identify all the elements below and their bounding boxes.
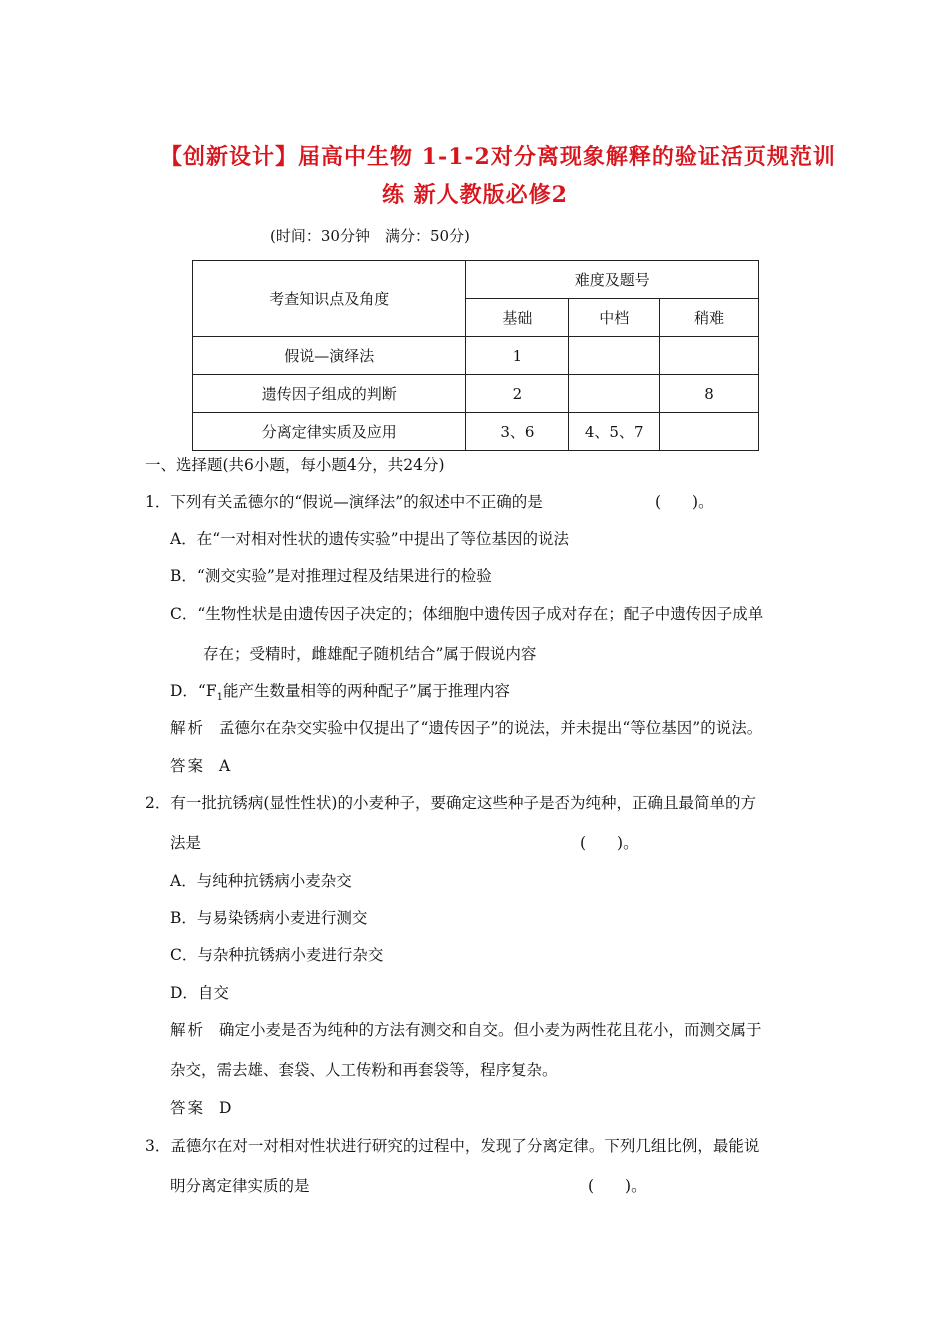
analysis-label: 解析 xyxy=(170,1021,206,1039)
question-1-option-a: A．在“一对相对性状的遗传实验”中提出了等位基因的说法 xyxy=(170,530,570,548)
question-1-analysis xyxy=(170,716,762,738)
question-1-option-b: B．“测交实验”是对推理过程及结果进行的检验 xyxy=(170,567,492,585)
answer-label: 答案 xyxy=(170,757,206,775)
table-row xyxy=(193,337,759,375)
question-1-option-c-cont: 存在；受精时，雌雄配子随机结合”属于假说内容 xyxy=(203,645,537,663)
table-row xyxy=(193,375,759,413)
cell-topic: 分离定律实质及应用 xyxy=(193,413,466,451)
question-2-option-b: B．与易染锈病小麦进行测交 xyxy=(170,909,368,927)
question-3-paren: ( )。 xyxy=(588,1177,647,1195)
question-1-option-c: C．“生物性状是由遗传因子决定的；体细胞中遗传因子成对存在；配子中遗传因子成单 xyxy=(170,605,764,623)
question-2-paren: ( )。 xyxy=(580,834,639,852)
header-basic: 基础 xyxy=(466,299,569,337)
header-difficulty: 难度及题号 xyxy=(466,261,759,299)
header-hard: 稍难 xyxy=(660,299,759,337)
analysis-text: 确定小麦是否为纯种的方法有测交和自交。但小麦为两性花且花小，而测交属于 xyxy=(219,1021,762,1039)
question-2-stem: 2．有一批抗锈病(显性性状)的小麦种子，要确定这些种子是否为纯种，正确且最简单的方 xyxy=(145,794,756,812)
question-1-answer xyxy=(170,754,230,776)
cell-medium: 4、5、7 xyxy=(569,413,660,451)
knowledge-point-table xyxy=(192,260,759,451)
cell-medium xyxy=(569,375,660,413)
header-topic: 考查知识点及角度 xyxy=(193,261,466,337)
analysis-text: 孟德尔在杂交实验中仅提出了“遗传因子”的说法，并未提出“等位基因”的说法。 xyxy=(219,719,763,737)
cell-topic: 遗传因子组成的判断 xyxy=(193,375,466,413)
question-3-stem: 3．孟德尔在对一对相对性状进行研究的过程中，发现了分离定律。下列几组比例，最能说 xyxy=(145,1137,760,1155)
document-title-line2: 练 新人教版必修2 xyxy=(382,182,568,208)
table-row xyxy=(193,413,759,451)
option-d-prefix: D．“F xyxy=(170,682,217,700)
question-2-answer xyxy=(170,1096,231,1118)
question-1-paren: ( )。 xyxy=(655,493,714,511)
header-medium: 中档 xyxy=(569,299,660,337)
question-2-stem-cont: 法是 xyxy=(170,834,202,852)
question-1-stem: 1．下列有关孟德尔的“假说—演绎法”的叙述中不正确的是 xyxy=(145,493,543,511)
question-2-option-c: C．与杂种抗锈病小麦进行杂交 xyxy=(170,946,384,964)
analysis-label: 解析 xyxy=(170,719,206,737)
question-2-option-a: A．与纯种抗锈病小麦杂交 xyxy=(170,872,352,890)
answer-label: 答案 xyxy=(170,1099,206,1117)
cell-hard xyxy=(660,337,759,375)
cell-hard: 8 xyxy=(660,375,759,413)
answer-value: A xyxy=(219,757,231,775)
question-2-analysis xyxy=(170,1018,762,1040)
option-d-rest: 能产生数量相等的两种配子”属于推理内容 xyxy=(222,682,510,700)
answer-value: D xyxy=(219,1099,232,1117)
time-score-info: (时间：30分钟 满分：50分) xyxy=(270,227,470,245)
cell-hard xyxy=(660,413,759,451)
question-2-option-d: D．自交 xyxy=(170,984,229,1002)
question-1-option-d xyxy=(170,679,510,703)
cell-topic: 假说—演绎法 xyxy=(193,337,466,375)
section-heading: 一、选择题(共6小题，每小题4分，共24分) xyxy=(145,456,445,474)
cell-basic: 1 xyxy=(466,337,569,375)
cell-medium xyxy=(569,337,660,375)
cell-basic: 3、6 xyxy=(466,413,569,451)
table-header-row xyxy=(193,261,759,299)
question-3-stem-cont: 明分离定律实质的是 xyxy=(170,1177,310,1195)
question-2-analysis-cont: 杂交，需去雄、套袋、人工传粉和再套袋等，程序复杂。 xyxy=(170,1061,558,1079)
cell-basic: 2 xyxy=(466,375,569,413)
option-d-subscript: 1 xyxy=(216,692,223,704)
document-title-line1: 【创新设计】届高中生物 1-1-2对分离现象解释的验证活页规范训 xyxy=(160,144,836,170)
